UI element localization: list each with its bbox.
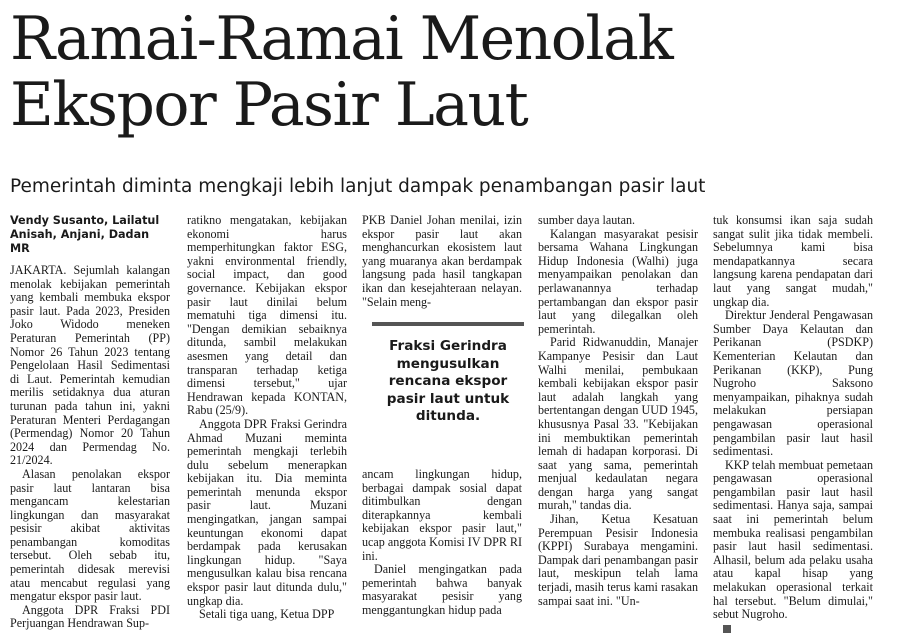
article-column-1 — [10, 214, 170, 631]
paragraph: Anggota DPR Fraksi PDI Perjuangan Hendrawan Sup- — [10, 602, 170, 631]
paragraph: sumber daya lautan. — [538, 213, 636, 227]
headline-line-1: Ramai-Ramai Menolak — [10, 4, 673, 74]
paragraph: Parid Ridwanuddin, Manajer Kampanye Pesisir dan Laut Walhi menilai, pembukaan kembali kebijakan ekspor pasir laut adalah langkah yang bertentangan dengan UUD 1945, khususnya Pasal 33. "Kebijakan ini membuktikan pemerintah lemah di hadapan korporasi. Di saat yang sama, pemerintah menjual kedaulatan negara dengan harga yang sangat murah," tandas dia. — [538, 335, 698, 513]
paragraph: PKB Daniel Johan menilai, izin ekspor pasir laut akan menghancurkan ekosistem laut yang muaranya akan berdampak langsung pada hasil tangkapan ikan dan kesejahteraan nelayan. "Selain meng- — [362, 213, 522, 309]
paragraph: Setali tiga uang, Ketua DPP — [199, 607, 335, 622]
paragraph: Anggota DPR Fraksi Gerindra Ahmad Muzani meminta pemerintah mengkaji terlebih dulu sebelum menerapkan kebijakan itu. Dia meminta pemerintah menunda ekspor pasir laut. Muzani mengingatkan, jangan sampai keuntungan ekonomi dapat berdampak pada kerusakan lingkungan hidup. "Saya mengusulkan kalau bisa rencana ekspor pasir laut ditunda dulu," ungkap dia. — [187, 416, 347, 608]
paragraph: Daniel mengingatkan pada pemerintah bahwa banyak masyarakat pesisir yang menggantungkan hidup pada — [362, 562, 522, 617]
paragraph: Alasan penolakan ekspor pasir laut lantaran bisa mengancam kelestarian lingkungan dan masyarakat pesisir akibat aktivitas penambangan komoditas tersebut. Oleh sebab itu, pemerintah didesak merevisi atau mencabut regulasi yang mengatur ekspor pasir laut. — [10, 466, 170, 604]
paragraph: KKP telah membuat pemetaan pengawasan operasional pengambilan pasir laut hasil sedimentasi. Hanya saja, sampai saat ini pemerintah belum membuka realisasi pengambilan pasir laut hasil sedimentasi. Alhasil, belum ada pelaku usaha atau kapal hisap yang melakukan operasional terkait hal tersebut. "Belum dimulai," sebut Nugroho. — [713, 457, 873, 622]
end-of-article-mark — [723, 625, 731, 633]
article-column-4 — [538, 214, 698, 608]
paragraph: Jihan, Ketua Kesatuan Perempuan Pesisir Indonesia (KPPI) Surabaya mengamini. Dampak dari penambangan pasir laut, meskipun telah lama terjadi, masih terus kami rasakan sampai saat ini. "Un- — [538, 512, 698, 608]
headline-line-2: Ekspor Pasir Laut — [10, 70, 528, 140]
article-column-3-bottom — [362, 468, 522, 618]
byline: Vendy Susanto, Lailatul Anisah, Anjani, Dadan MR — [10, 214, 160, 255]
paragraph: tuk konsumsi ikan saja sudah sangat sulit jika tidak membeli. Sebelumnya kami bisa mendapatkannya secara langsung karena pendapatan dari laut yang sangat mudah," ungkap dia. — [713, 213, 873, 309]
paragraph: JAKARTA. Sejumlah kalangan menolak kebijakan pemerintah yang kembali membuka ekspor pasir laut. Pada 2023, Presiden Joko Widodo meneken Peraturan Pemerintah (PP) Nomor 26 Tahun 2023 tentang Pengelolaan Hasil Sedimentasi di Laut. Pemerintah kemudian merilis setidaknya dua aturan turunan pada tahun ini, yakni Peraturan Menteri Perdagangan (Permendag) Nomor 20 Tahun 2024 dan Permendag No. 21/2024. — [10, 263, 170, 468]
pull-quote: Fraksi Gerindra mengusulkan rencana ekspor pasir laut untuk ditunda. — [372, 322, 524, 426]
paragraph: ratikno mengatakan, kebijakan ekonomi harus memperhitungkan faktor ESG, yakni environmental friendly, social impact, dan good governance. Kebijakan ekspor pasir laut dinilai belum mematuhi tiga dimensi itu. "Dengan demikian sebaiknya ditunda, sambil melakukan asesmen yang detail dan transparan terhadap ketiga dimensi tersebut," ujar Hendrawan kepada KONTAN, Rabu (25/9). — [187, 213, 347, 418]
paragraph: Kalangan masyarakat pesisir bersama Wahana Lingkungan Hidup Indonesia (Walhi) juga menyampaikan penolakan dan perlawanannya terhadap pertambangan dan ekspor pasir laut yang dilegalkan oleh pemerintah. — [538, 226, 698, 336]
paragraph: ancam lingkungan hidup, berbagai dampak sosial dapat ditimbulkan dengan diterapkannya kembali kebijakan ekspor pasir laut," ucap anggota Komisi IV DPR RI ini. — [362, 467, 523, 563]
article-column-3-top — [362, 214, 522, 309]
article-column-2 — [187, 214, 347, 622]
subheadline: Pemerintah diminta mengkaji lebih lanjut dampak penambangan pasir laut — [10, 176, 706, 197]
headline — [10, 6, 890, 138]
article-column-5 — [713, 214, 873, 635]
paragraph: Direktur Jenderal Pengawasan Sumber Daya Kelautan dan Perikanan (PSDKP) Kementerian Kelautan dan Perikanan (KKP), Pung Nugroho Saksono menyampaikan, pihaknya sudah melakukan persiapan pengawasan operasional pengambilan pasir laut hasil sedimentasi. — [713, 308, 873, 459]
